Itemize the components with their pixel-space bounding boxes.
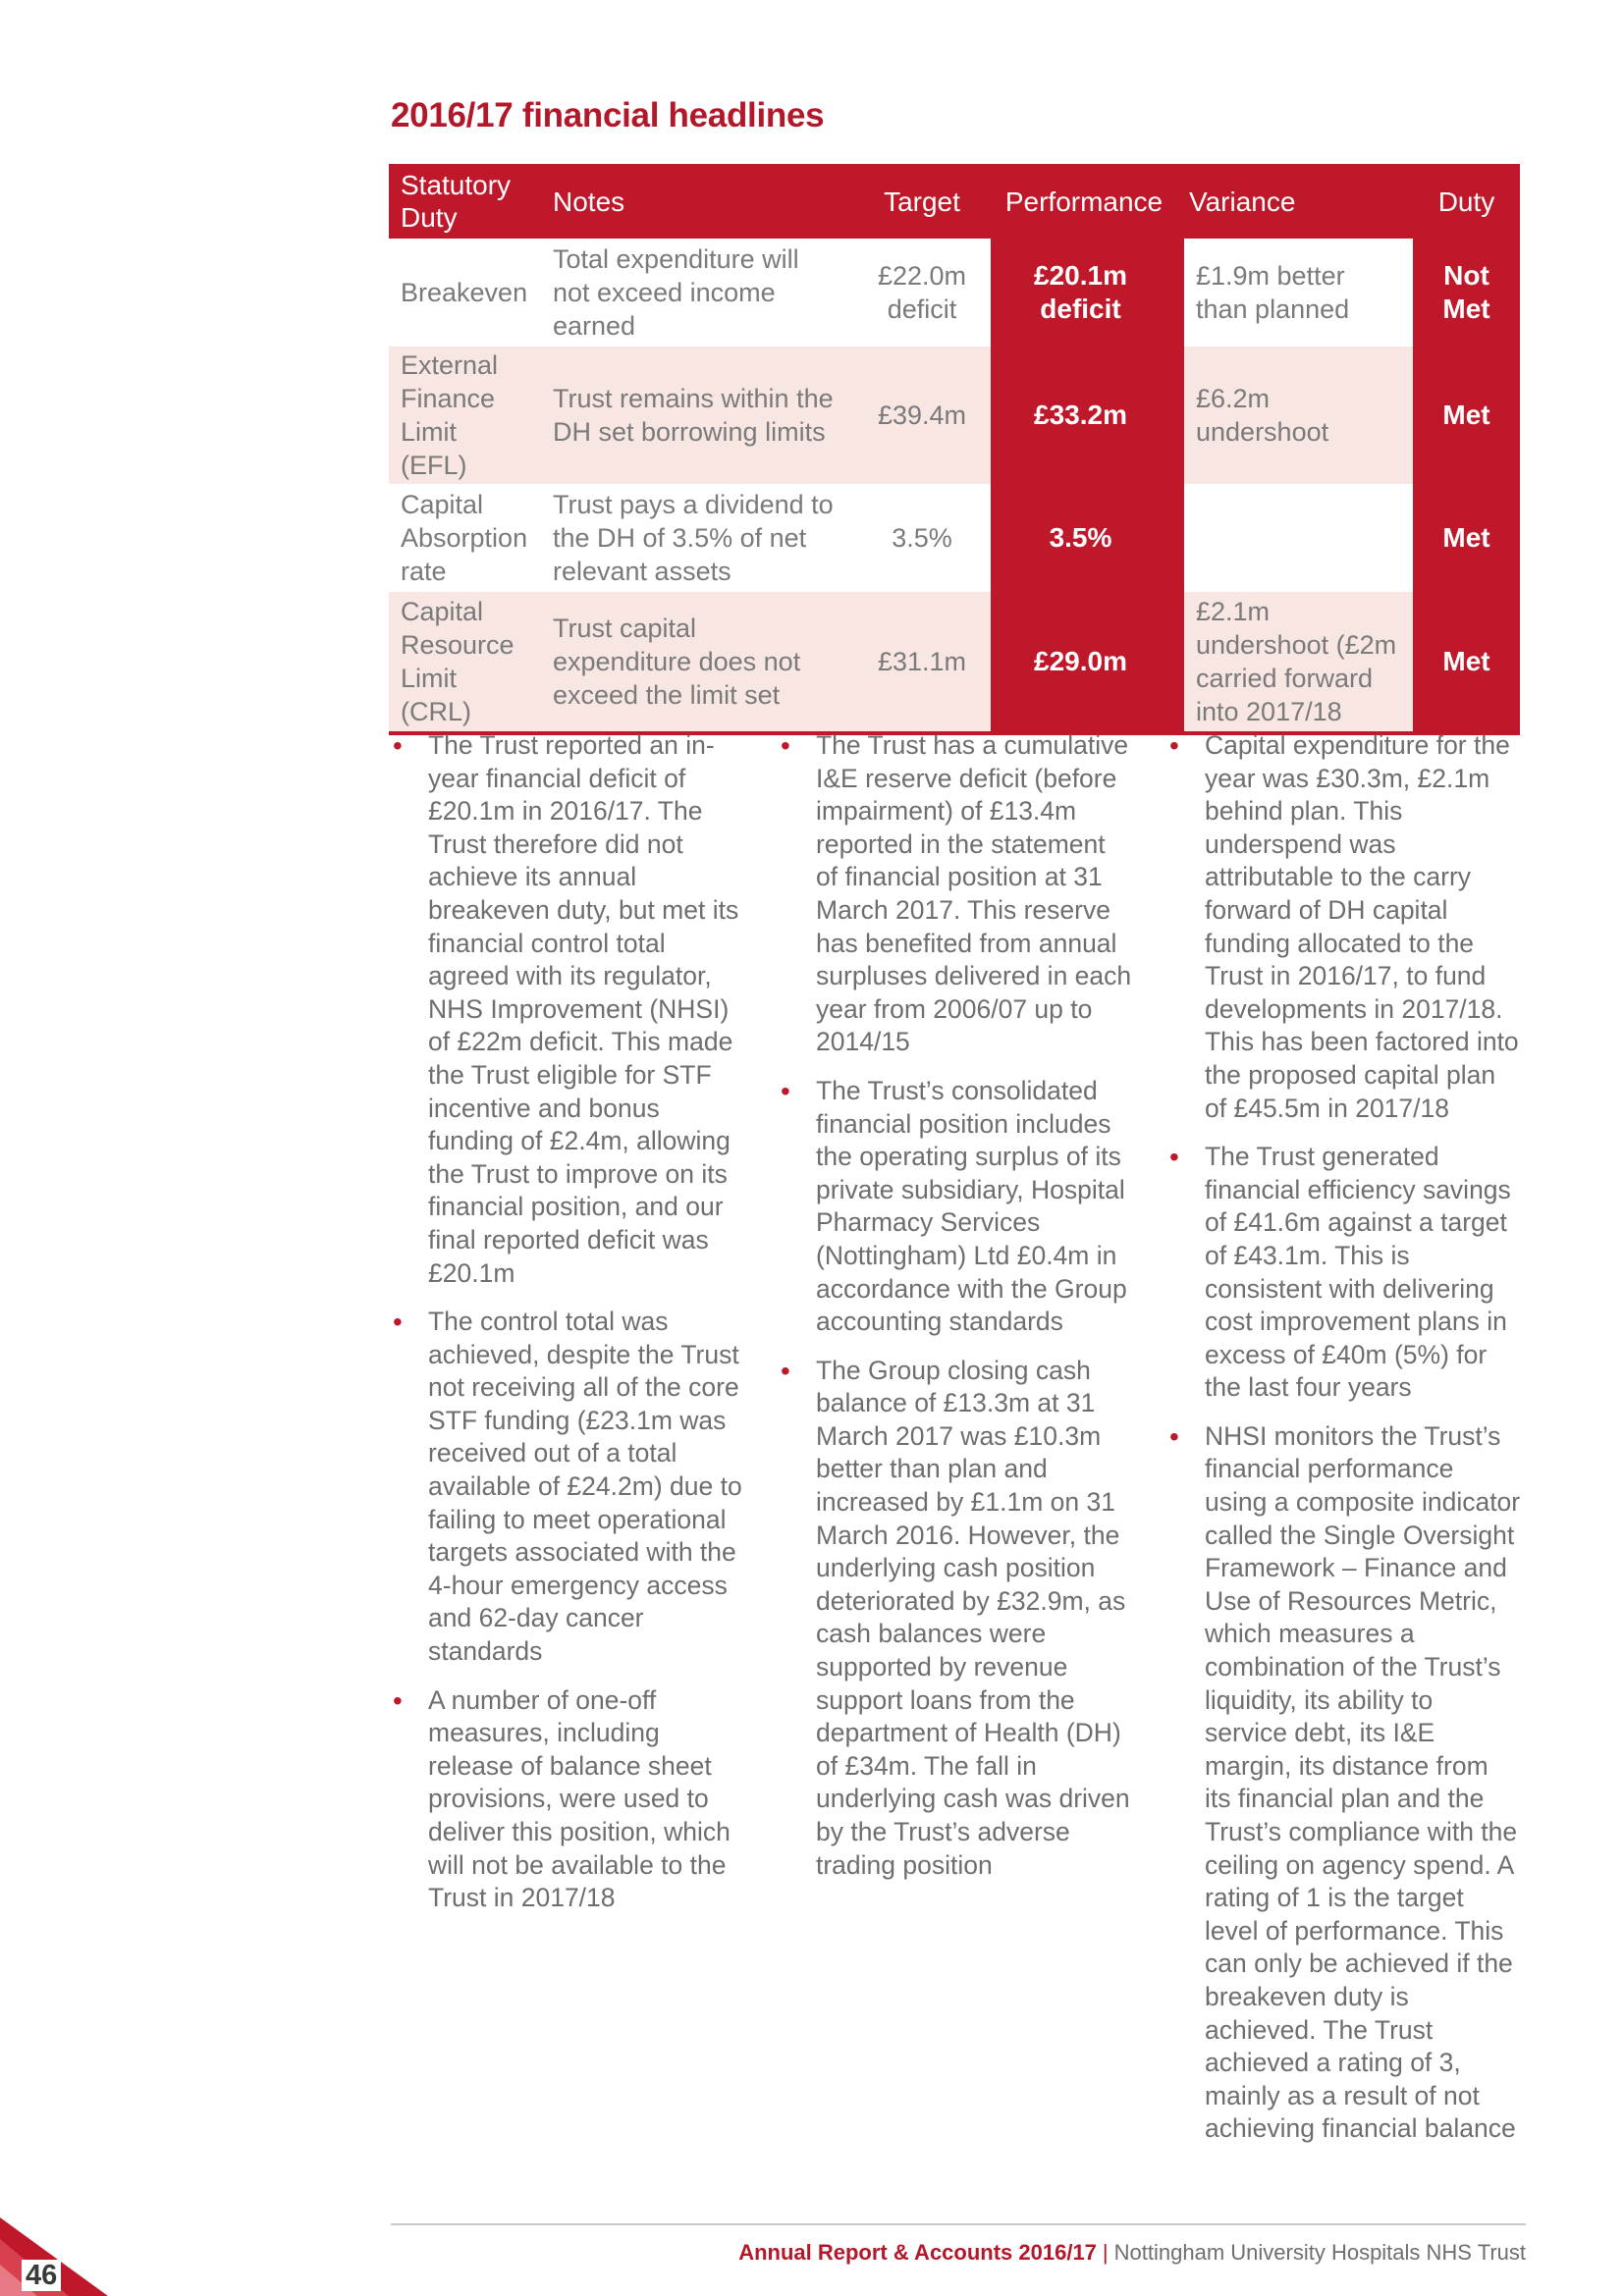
text-column-1	[391, 729, 744, 1931]
target-cell: £39.4m	[853, 347, 991, 484]
performance-cell: £33.2m	[991, 347, 1177, 484]
table-header-row	[389, 164, 1520, 239]
page-title: 2016/17 financial headlines	[391, 96, 825, 134]
variance-cell	[1177, 484, 1413, 592]
bullet-icon: •	[1169, 1142, 1179, 1173]
notes-cell: Trust remains within the DH set borrowing limits	[541, 347, 853, 484]
duty-cell: Capital Absorption rate	[401, 490, 528, 586]
bullet-list	[1167, 729, 1521, 2146]
bullet-icon: •	[1169, 730, 1179, 761]
target-cell: £31.1m	[853, 592, 991, 733]
bullet-icon: •	[781, 1355, 790, 1386]
list-item-text: Capital expenditure for the year was £30.3m, £2.1m behind plan. This underspend was attributable to the carry forward of DH capital funding allocated to the Trust in 2016/17, to fund developments in 2017/18. This has been factored into the proposed capital plan of £45.5m in 2017/18	[1205, 730, 1519, 1123]
status-cell: Not Met	[1413, 239, 1520, 347]
bullet-icon: •	[393, 730, 403, 761]
table-row	[389, 592, 1520, 733]
list-item-text: The Trust generated financial efficiency savings of £41.6m against a target of £43.1m. This is consistent with delivering cost improvement plans in excess of £40m (5%) for the last four years	[1205, 1142, 1511, 1403]
header-notes: Notes	[541, 164, 853, 239]
duty-cell: Capital Resource Limit (CRL)	[389, 592, 541, 733]
footer-divider	[391, 2223, 1526, 2225]
bullet-icon: •	[1169, 1420, 1179, 1452]
list-item	[779, 729, 1132, 1059]
header-variance: Variance	[1177, 164, 1413, 239]
bullet-icon: •	[781, 730, 790, 761]
performance-cell: £29.0m	[991, 592, 1177, 733]
list-item	[391, 1684, 744, 1915]
notes-cell: Trust pays a dividend to the DH of 3.5% of net relevant assets	[553, 490, 834, 586]
bullet-icon: •	[393, 1307, 403, 1338]
list-item-text: A number of one-off measures, including release of balance sheet provisions, were used to deliver this position, which will not be available to the Trust in 2017/18	[428, 1684, 731, 1913]
list-item-text: The control total was achieved, despite the Trust not receiving all of the core STF funding (£23.1m was received out of a total available of £24.2m) due to failing to meet operational targets associated with the 4-hour emergency access and 62-day cancer standards	[428, 1307, 742, 1667]
list-item	[391, 729, 744, 1290]
page-number: 46	[22, 2260, 61, 2291]
duty-cell: External Finance Limit (EFL)	[389, 347, 541, 484]
list-item	[1167, 729, 1521, 1125]
status-cell: Met	[1413, 347, 1520, 484]
target-cell: 3.5%	[892, 523, 952, 553]
status-cell: Met	[1413, 484, 1520, 592]
performance-cell: 3.5%	[991, 484, 1177, 592]
footer-organisation: Nottingham University Hospitals NHS Trust	[1113, 2240, 1526, 2265]
text-column-2	[779, 729, 1132, 1897]
bullet-list	[779, 729, 1132, 1882]
bullet-icon: •	[393, 1684, 403, 1716]
status-cell: Met	[1413, 592, 1520, 733]
footer-report-title: Annual Report & Accounts 2016/17	[738, 2240, 1097, 2265]
list-item	[779, 1075, 1132, 1339]
duty-cell: Breakeven	[401, 278, 528, 307]
list-item-text: The Group closing cash balance of £13.3m at 31 March 2017 was £10.3m better than plan and increased by £1.1m on 31 March 2016. However, the underlying cash position deteriorated by £32.9m, as cash balances were supported by revenue support loans from the department of Health (DH) of £34m. The fall in underlying cash was driven by the Trust’s adverse trading position	[816, 1355, 1130, 1880]
page-footer	[738, 2240, 1526, 2266]
list-item	[1167, 1141, 1521, 1405]
list-item	[391, 1306, 744, 1669]
list-item-text: NHSI monitors the Trust’s financial performance using a composite indicator called the Single Oversight Framework – Finance and Use of Resources Metric, which measures a combination of the Trust’s liquidity, its ability to service debt, its I&E margin, its distance from its financial plan and the Trust’s compliance with the ceiling on agency spend. A rating of 1 is the target level of performance. This can only be achieved if the breakeven duty is achieved. The Trust achieved a rating of 3, mainly as a result of not achieving financial balance	[1205, 1420, 1521, 2144]
table-row	[389, 484, 1520, 592]
list-item	[779, 1355, 1132, 1883]
header-status: Duty	[1413, 164, 1520, 239]
list-item-text: The Trust has a cumulative I&E reserve deficit (before impairment) of £13.4m reported in the statement of financial position at 31 March 2017. This reserve has benefited from annual surpluses delivered in each year from 2006/07 up to 2014/15	[816, 730, 1132, 1057]
performance-cell: £20.1m deficit	[991, 239, 1177, 347]
target-cell: £22.0m deficit	[877, 261, 967, 324]
list-item	[1167, 1420, 1521, 2146]
variance-cell: £1.9m better than planned	[1177, 239, 1413, 347]
notes-cell: Total expenditure will not exceed income earned	[553, 244, 799, 341]
financial-headlines-table	[389, 164, 1520, 735]
list-item-text: The Trust’s consolidated financial position includes the operating surplus of its private subsidiary, Hospital Pharmacy Services (Nottingham) Ltd £0.4m in accordance with the Group accounting standards	[816, 1075, 1127, 1337]
bullet-icon: •	[781, 1075, 790, 1106]
header-performance: Performance	[991, 164, 1177, 239]
variance-cell: £6.2m undershoot	[1177, 347, 1413, 484]
header-duty: Statutory Duty	[389, 164, 541, 239]
list-item-text: The Trust reported an in-year financial deficit of £20.1m in 2016/17. The Trust therefore did not achieve its annual breakeven duty, but met its financial control total agreed with its regulator, NHS Improvement (NHSI) of £22m deficit. This made the Trust eligible for STF incentive and bonus funding of £2.4m, allowing the Trust to improve on its financial position, and our final reported deficit was £20.1m	[428, 730, 739, 1288]
footer-separator: |	[1102, 2240, 1109, 2265]
header-target: Target	[853, 164, 991, 239]
notes-cell: Trust capital expenditure does not exceed the limit set	[541, 592, 853, 733]
bullet-list	[391, 729, 744, 1915]
table-row	[389, 239, 1520, 347]
table-row	[389, 347, 1520, 484]
variance-cell: £2.1m undershoot (£2m carried forward into 2017/18	[1177, 592, 1413, 733]
text-column-3	[1167, 729, 1521, 2162]
